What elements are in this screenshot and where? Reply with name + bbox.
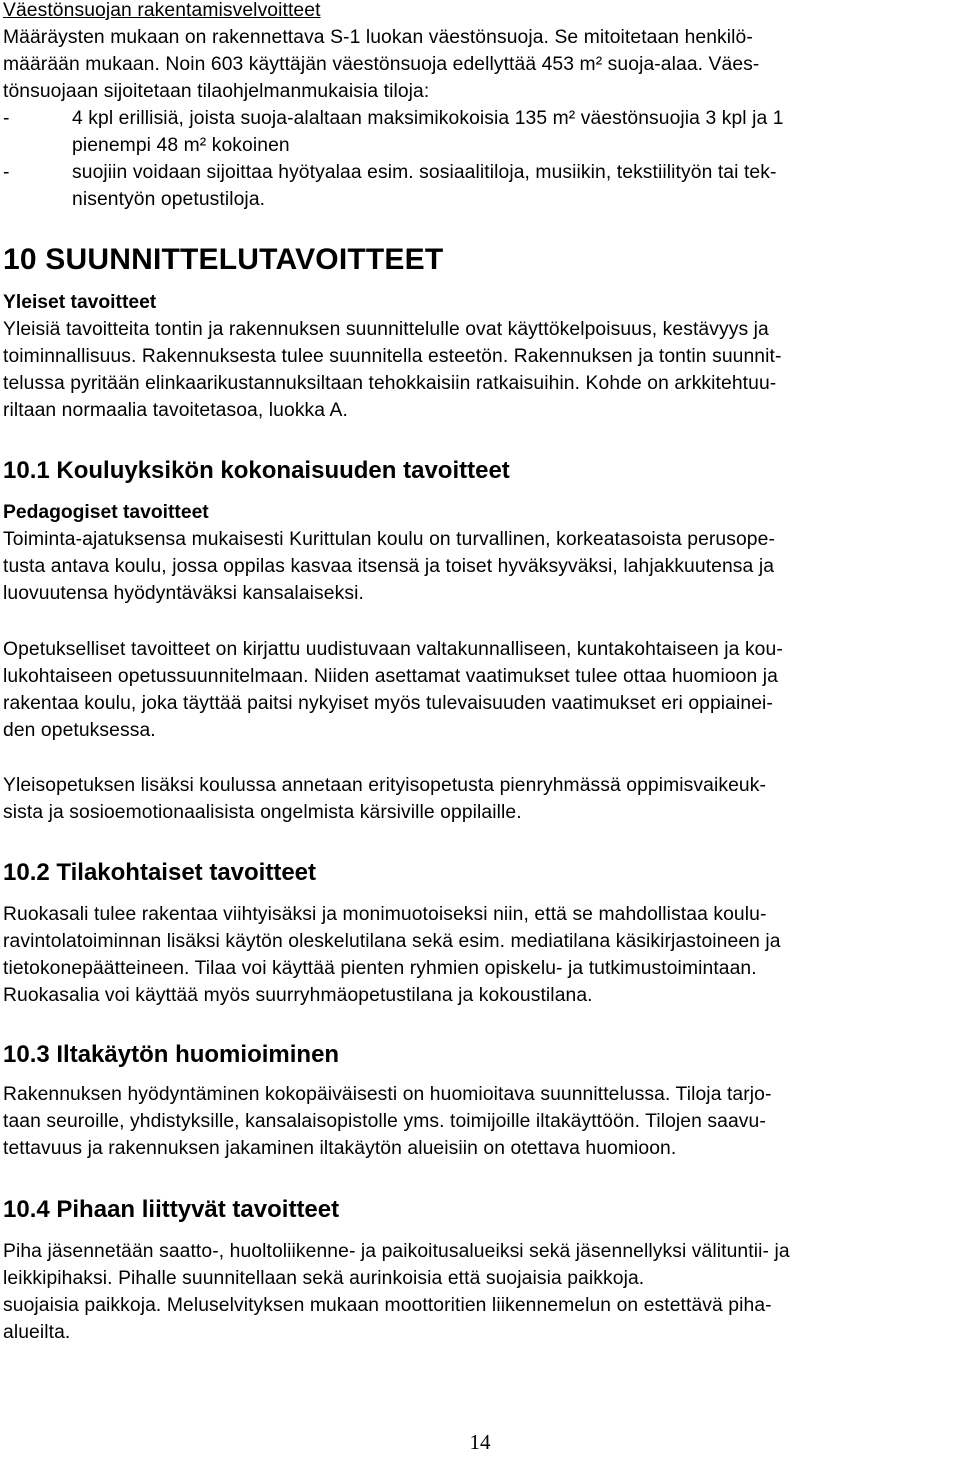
paragraph-line: Opetukselliset tavoitteet on kirjattu uudistuvaan valtakunnalliseen, kuntakohtaiseen ja kou- [3,639,783,660]
paragraph-line: den opetuksessa. [3,720,156,741]
bullet-text: pienempi 48 m² kokoinen [72,135,290,156]
paragraph-line: telussa pyritään elinkaarikustannuksiltaan tehokkaisiin ratkaisuihin. Kohde on arkkitehtuu- [3,373,777,394]
shelter-line: tönsuojaan sijoitetaan tilaohjelmanmukaisia tiloja: [3,81,430,102]
bullet-text: 4 kpl erillisiä, joista suoja-alaltaan maksimikokoisia 135 m² väestönsuojia 3 kpl ja 1 [72,108,784,129]
paragraph-line: alueilta. [3,1322,71,1343]
section-10-2 [3,858,958,888]
general-goals [3,289,958,424]
paragraph-line: lukohtaiseen opetussuunnitelmaan. Niiden asettamat vaatimukset tulee ottaa huomioon ja [3,666,778,687]
page-number: 14 [469,1430,491,1454]
bullet-item [3,105,958,132]
bullet-text: suojiin voidaan sijoittaa hyötyalaa esim. sosiaalitiloja, musiikin, tekstiilityön tai tek- [72,162,777,183]
bullet-dash: - [3,108,10,129]
paragraph-line: tettavuus ja rakennuksen jakaminen iltakäytön alueisiin on otettava huomioon. [3,1138,677,1159]
paragraph-line: luovuutensa hyödyntäväksi kansalaiseksi. [3,583,364,604]
section-heading: 10.3 Iltakäytön huomioiminen [3,1041,340,1068]
shelter-heading: Väestönsuojan rakentamisvelvoitteet [3,0,321,21]
bullet-item [3,159,958,186]
section-10-4 [3,1195,958,1225]
section-heading: 10.1 Kouluyksikön kokonaisuuden tavoitteet [3,457,510,484]
paragraph-line: Yleisiä tavoitteita tontin ja rakennuksen suunnittelulle ovat käyttökelpoisuus, kestävyys ja [3,319,769,340]
section-10-2-body [3,901,958,1009]
bullet-dash: - [3,162,10,183]
shelter-line: Määräysten mukaan on rakennettava S-1 luokan väestönsuoja. Se mitoitetaan henkilö- [3,27,753,48]
subsection-heading: Yleiset tavoitteet [3,292,157,313]
section-heading: 10.4 Pihaan liittyvät tavoitteet [3,1196,340,1223]
paragraph-line: riltaan normaalia tavoitetasoa, luokka A. [3,400,348,421]
paragraph-line: Ruokasalia voi käyttää myös suurryhmäopetustilana ja kokoustilana. [3,985,593,1006]
section-10-4-body [3,1238,958,1346]
paragraph-line: Yleisopetuksen lisäksi koulussa annetaan erityisopetusta pienryhmässä oppimisvaikeuk- [3,775,767,796]
shelter-section [3,0,958,213]
paragraph-line: Rakennuksen hyödyntäminen kokopäiväisesti on huomioitava suunnittelussa. Tiloja tarjo- [3,1084,772,1105]
paragraph-line: Piha jäsennetään saatto-, huoltoliikenne- ja paikoitusalueiksi sekä jäsennellyksi välituntii- ja [3,1241,790,1262]
special-education-paragraph [3,772,958,826]
paragraph-line: tietokonepäätteineen. Tilaa voi käyttää pienten ryhmien opiskelu- ja tutkimustoimintaan. [3,958,757,979]
paragraph-line: leikkipihaksi. Pihalle suunnitellaan sekä aurinkoisia että suojaisia paikkoja. [3,1268,645,1289]
shelter-line: määrään mukaan. Noin 603 käyttäjän väestönsuoja edellyttää 453 m² suoja-alaa. Väes- [3,54,760,75]
paragraph-line: Toiminta-ajatuksensa mukaisesti Kurittulan koulu on turvallinen, korkeatasoista perusope- [3,529,775,550]
paragraph-line: suojaisia paikkoja. Meluselvityksen mukaan moottoritien liikennemelun on estettävä piha- [3,1295,772,1316]
paragraph-line: Ruokasali tulee rakentaa viihtyisäksi ja monimuotoiseksi niin, että se mahdollistaa koulu- [3,904,767,925]
paragraph-line: toiminnallisuus. Rakennuksesta tulee suunnitella esteetön. Rakennuksen ja tontin suunnit- [3,346,782,367]
paragraph-line: sista ja sosioemotionaalisista ongelmista kärsiville oppilaille. [3,802,522,823]
paragraph-line: rakentaa koulu, joka täyttää paitsi nykyiset myös tulevaisuuden vaatimukset eri oppiainei- [3,693,773,714]
teaching-goals-paragraph [3,636,958,744]
bullet-text: nisentyön opetustiloja. [72,189,266,210]
section-heading: 10 SUUNNITTELUTAVOITTEET [3,243,444,276]
pedagogical-goals [3,499,958,607]
section-10-1 [3,456,958,486]
section-10-3-body [3,1081,958,1162]
paragraph-line: ravintolatoiminnan lisäksi käytön oleskelutilana sekä esim. mediatilana käsikirjastoineen ja [3,931,781,952]
section-10-3 [3,1040,958,1070]
subsection-heading: Pedagogiset tavoitteet [3,502,209,523]
paragraph-line: tusta antava koulu, jossa oppilas kasvaa itsensä ja toiset hyväksyväksi, lahjakkuutensa ja [3,556,775,577]
section-10 [3,242,958,278]
section-heading: 10.2 Tilakohtaiset tavoitteet [3,859,317,886]
paragraph-line: taan seuroille, yhdistyksille, kansalaisopistolle yms. toimijoille iltakäyttöön. Tilojen saavu- [3,1111,766,1132]
